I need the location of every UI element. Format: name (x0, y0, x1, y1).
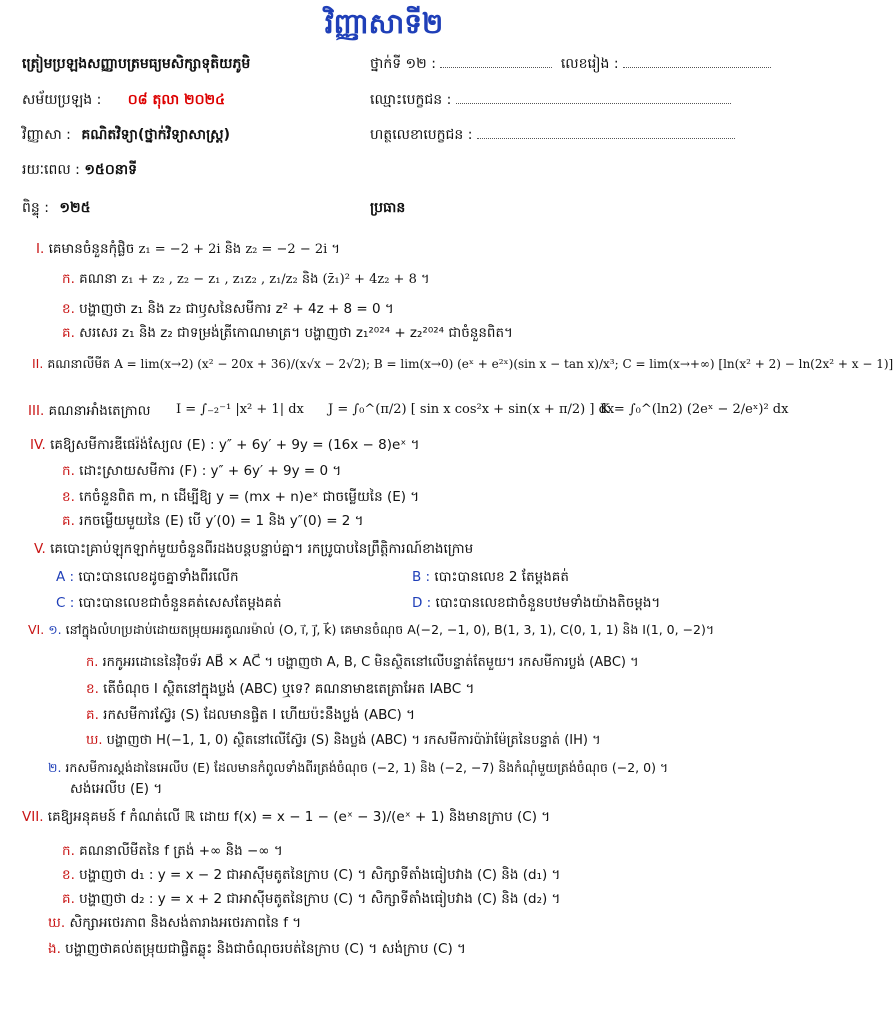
question-number: VII. (22, 809, 44, 825)
part-number: ឃ. (48, 915, 66, 931)
question-3 (28, 402, 150, 422)
question-6c (86, 706, 415, 726)
part-text: បង្ហាញថាគល់តម្រុយជាផ្ចិតឆ្លុះ និងជាចំណុចរបត់នៃក្រាប (C) ។ សង់ក្រាប (C) ។ (65, 941, 466, 957)
part-label: គណនា (79, 271, 118, 287)
topic-label: ប្រធាន (370, 200, 406, 216)
exam-org: ត្រៀមប្រឡងសញ្ញាបត្រមធ្យមសិក្សាទុតិយភូមិ (22, 56, 251, 72)
part-number: គ. (62, 891, 75, 907)
question-text: គណនាលីមីត (47, 356, 111, 371)
question-number: II. (32, 356, 44, 371)
candidate-field (370, 90, 731, 111)
part-number: ក. (62, 463, 75, 479)
signature-blank (477, 126, 735, 139)
question-6a (86, 654, 639, 673)
integral-i: I = ∫₋₂⁻¹ |x² + 1| dx (176, 402, 304, 417)
exam-score (22, 198, 91, 219)
event-text: បោះបានលេខដូចគ្នាទាំងពីរលើក (78, 569, 239, 585)
event-d (412, 594, 660, 614)
part-text: តើចំណុច I ស្ថិតនៅក្នុងប្លង់ (ABC) ឬទេ? គណនាមាឌតេត្រាអែត IABC ។ (103, 681, 475, 697)
question-7e (48, 940, 466, 960)
question-6 (28, 622, 714, 641)
question-7b (62, 866, 560, 886)
question-1a (62, 270, 430, 290)
question-6-part2 (48, 760, 668, 779)
date-label: សម័យប្រឡង : (22, 92, 102, 108)
question-1c (62, 324, 513, 344)
question-7 (22, 808, 550, 828)
duration-label: រយៈពេល : (22, 162, 80, 178)
page-title: វិញ្ញាសាទី២ (324, 7, 444, 40)
question-2 (32, 356, 893, 375)
event-c (56, 594, 282, 614)
event-text: បោះបានលេខជាចំនួនបឋមទាំងយ៉ាងតិចម្តង។ (435, 595, 661, 611)
integral-k: K = ∫₀^(ln2) (2eˣ − 2/eˣ)² dx (600, 402, 789, 417)
subpart-number: ២. (48, 760, 62, 775)
part-text: កេចំនួនពិត m, n ដើម្បីឱ្យ y = (mx + n)eˣ ជាចម្លើយនៃ (E) ។ (79, 489, 420, 505)
question-text: រកសមីការស្តង់ដានៃអេលីប (E) ដែលមានកំពូលទាំងពីរត្រង់ចំណុច (−2, 1) និង (−2, −7) និងកំណុំមួយត្រង់ចំណុច (−2, 0) ។ (65, 760, 669, 775)
part-text: រកកូអរដោនេនៃវ៉ិចទ័រ AB⃗ × AC⃗ ។ បង្ហាញថា A, B, C មិនស្ថិតនៅលើបន្ទាត់តែមួយ។ រកសមីការប្លង់ (ABC) ។ (102, 655, 639, 670)
seat-label: លេខរៀង : (560, 56, 619, 72)
part-text: បង្ហាញថា z₁ និង z₂ ជាឫសនៃសមីការ z² + 4z + 8 = 0 ។ (79, 301, 394, 317)
part-text: សរសេរ z₁ និង z₂ ជាទម្រង់ត្រីកោណមាត្រ។ បង្ហាញថា z₁²⁰²⁴ + z₂²⁰²⁴ ជាចំនួនពិត។ (79, 325, 513, 341)
grade-field (370, 54, 771, 75)
question-text: គេឱ្យអនុគមន៍ f កំណត់លើ ℝ ដោយ f(x) = x − 1 − (eˣ − 3)/(eˣ + 1) និងមានក្រាប (C) ។ (47, 809, 551, 825)
grade-label: ថ្នាក់ទី ១២ : (370, 56, 436, 72)
part-text: បង្ហាញថា d₁ : y = x − 2 ជាអាស៊ីមតូតនៃក្រាប (C) ។ សិក្សាទីតាំងធៀបវាង (C) និង (d₁) ។ (79, 867, 561, 883)
part-text: បង្ហាញថា d₂ : y = x + 2 ជាអាស៊ីមតូតនៃក្រាប (C) ។ សិក្សាទីតាំងធៀបវាង (C) និង (d₂) ។ (79, 891, 561, 907)
exam-subject (22, 125, 230, 146)
subject-label: វិញ្ញាសា : (22, 127, 71, 143)
event-key: B : (412, 569, 431, 585)
part-number: គ. (62, 513, 75, 529)
question-6-part2-cont: សង់អេលីប (E) ។ (70, 781, 163, 797)
question-4a (62, 462, 341, 482)
candidate-label: ឈ្មោះបេក្ខជន : (370, 92, 452, 108)
question-math: z₁ = −2 + 2i និង z₂ = −2 − 2i ។ (138, 242, 340, 257)
question-7a (62, 842, 283, 862)
event-key: D : (412, 595, 432, 611)
part-number: គ. (62, 325, 75, 341)
question-text: គេមានចំនួនកុំផ្លិច (48, 241, 135, 257)
question-number: VI. (28, 622, 45, 637)
event-text: បោះបានលេខ 2 តែម្តងគត់ (434, 569, 569, 585)
question-text: គេឱ្យសមីការឌីផេរ៉ង់ស្យែល (E) : y″ + 6y′ + 9y = (16x − 8)eˣ ។ (50, 437, 420, 453)
signature-field (370, 125, 735, 146)
part-text: រកចម្លើយមួយនៃ (E) បើ y′(0) = 1 និង y″(0) = 2 ។ (79, 513, 364, 529)
exam-duration (22, 160, 137, 181)
question-number: V. (34, 541, 46, 557)
integral-j: J = ∫₀^(π/2) [ sin x cos²x + sin(x + π/2) ] dx (328, 402, 615, 417)
score-value: ១២៥ (59, 200, 91, 216)
question-6d (86, 732, 601, 751)
part-number: ឃ. (86, 733, 103, 748)
event-key: C : (56, 595, 75, 611)
question-4 (30, 436, 419, 456)
seat-blank (623, 55, 771, 68)
question-number: I. (36, 241, 45, 257)
part-text: រកសមីការស្វ៊ែរ (S) ដែលមានផ្ចិត I ហើយប៉ះនឹងប្លង់ (ABC) ។ (103, 707, 416, 723)
part-text: សិក្សាអថេរភាព និងសង់តារាងអថេរភាពនៃ f ។ (69, 915, 302, 931)
part-number: ក. (62, 843, 75, 859)
question-1 (36, 240, 340, 260)
part-number: ខ. (62, 867, 75, 883)
part-math: z₁ + z₂ , z₂ − z₁ , z₁z₂ , z₁/z₂ និង (z̄₁)² + 4z₂ + 8 ។ (121, 272, 430, 287)
grade-blank (440, 55, 552, 68)
part-number: ង. (48, 941, 61, 957)
candidate-blank (456, 91, 731, 104)
question-4b (62, 488, 419, 508)
question-text: នៅក្នុងលំហប្រដាប់ដោយតម្រុយអរតូណរម៉ាល់ (O, i⃗, j⃗, k⃗) គេមានចំណុច A(−2, −1, 0), B(1, 3, 1), C(0, 1, 1) និង I(1, 0, −2)។ (65, 622, 715, 637)
event-b (412, 568, 569, 588)
score-label: ពិន្ទុ : (22, 200, 49, 216)
part-number: ក. (62, 271, 75, 287)
signature-label: ហត្ថលេខាបេក្ខជន : (370, 127, 473, 143)
date-value: ០៨ តុលា ២០២៤ (127, 92, 226, 108)
question-6b (86, 680, 474, 700)
part-number: ខ. (62, 301, 75, 317)
question-7d (48, 914, 301, 934)
question-5 (34, 540, 473, 560)
exam-date (22, 90, 225, 111)
question-number: III. (28, 403, 45, 419)
question-text: គណនាអាំងតេក្រាល (48, 403, 151, 419)
question-text: គេបោះគ្រាប់ឡុកឡាក់មួយចំនួនពីរដងបន្តបន្ទាប់គ្នា។ រកប្រូបាបនៃព្រឹត្តិការណ៍ខាងក្រោម (50, 541, 474, 557)
duration-value: ១៥០នាទី (84, 162, 137, 178)
question-number: IV. (30, 437, 46, 453)
subject-value: គណិតវិទ្យា(ថ្នាក់វិទ្យាសាស្ត្រ) (81, 127, 230, 143)
event-key: A : (56, 569, 75, 585)
part-number: ក. (86, 655, 99, 670)
part-text: បង្ហាញថា H(−1, 1, 0) ស្ថិតនៅលើស្វ៊ែរ (S) និងប្លង់ (ABC) ។ រកសមីការប៉ារ៉ាម៉ែត្រនៃបន្ទាត់ (IH) ។ (106, 733, 601, 748)
question-7c (62, 890, 560, 910)
part-text: ដោះស្រាយសមីការ (F) : y″ + 6y′ + 9y = 0 ។ (79, 463, 342, 479)
event-a (56, 568, 239, 588)
part-number: ខ. (86, 681, 99, 697)
question-4c (62, 512, 364, 532)
part-text: គណនាលីមីតនៃ f ត្រង់ +∞ និង −∞ ។ (79, 843, 283, 859)
event-text: បោះបានលេខជាចំនួនគត់សេសតែម្តងគត់ (78, 595, 282, 611)
part-number: គ. (86, 707, 99, 723)
part-number: ខ. (62, 489, 75, 505)
question-1b (62, 300, 394, 320)
question-math: A = lim(x→2) (x² − 20x + 36)/(x√x − 2√2); B = lim(x→0) (eˣ + e²ˣ)(sin x − tan x)/x³; C = lim(x→+∞) [ln(x² + 2) − ln(2x² + x − 1)] (114, 357, 893, 371)
subpart-number: ១. (48, 622, 62, 637)
